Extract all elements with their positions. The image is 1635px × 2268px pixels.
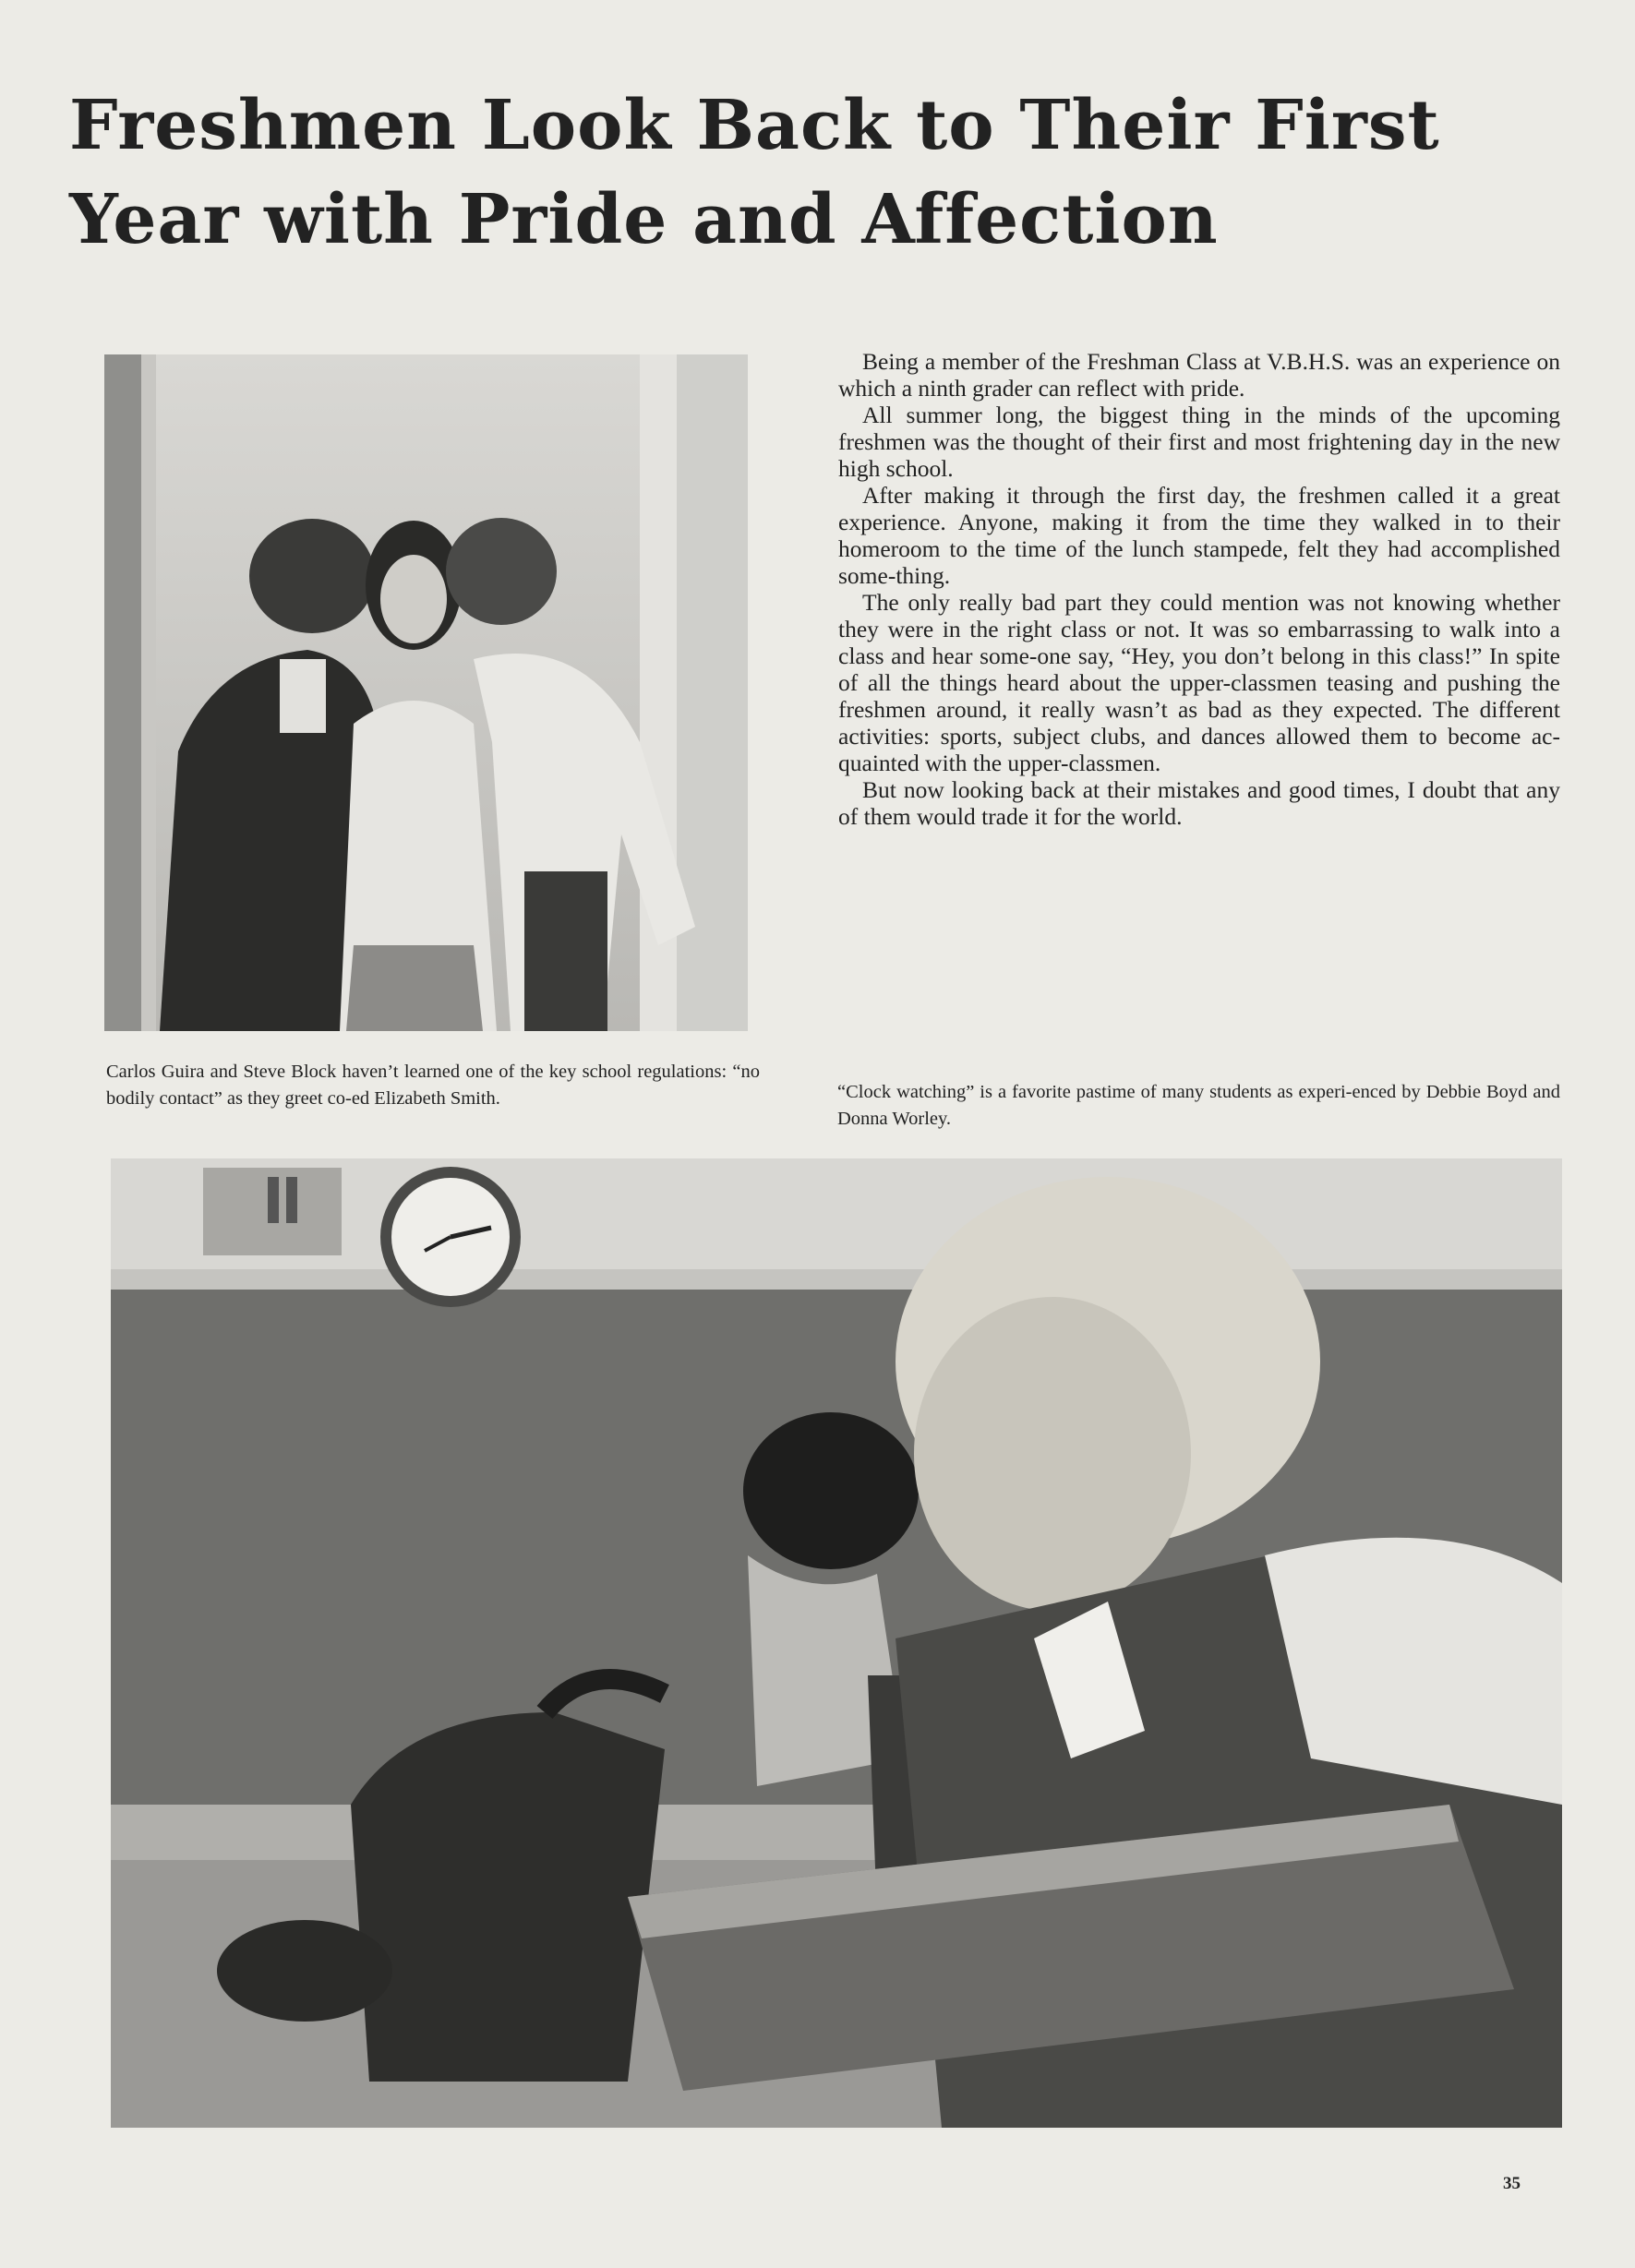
photo-clock-watching-image — [111, 1158, 1562, 2128]
photo-greeting — [104, 354, 748, 1031]
photo-greeting-image — [104, 354, 748, 1031]
page-title — [69, 78, 1620, 267]
article-paragraph: After making it through the first day, the freshmen called it a great experience. Anyone, making it from the time they walked in to their homeroom to the time of the lunch stampede, felt they had accomplished some-thing. — [838, 482, 1560, 589]
page-number: 35 — [1503, 2174, 1521, 2193]
article-paragraph: But now looking back at their mistakes and good times, I doubt that any of them would trade it for the world. — [838, 776, 1560, 830]
page-title-line-1: Freshmen Look Back to Their First — [69, 86, 1440, 165]
page-title-line-2: Year with Pride and Affection — [69, 180, 1219, 259]
photo-clock-watching — [111, 1158, 1562, 2128]
article-paragraph: All summer long, the biggest thing in the minds of the upcoming freshmen was the thought of their first and most frightening day in the new high school. — [838, 402, 1560, 482]
caption-greeting: Carlos Guira and Steve Block haven’t learned one of the key school regulations: “no bodily contact” as they greet co-ed Elizabeth Smith. — [106, 1062, 760, 1109]
article-paragraph: Being a member of the Freshman Class at V.B.H.S. was an experience on which a ninth grader can reflect with pride. — [838, 348, 1560, 402]
article-body — [838, 348, 1560, 830]
article-paragraph: The only really bad part they could mention was not knowing whether they were in the right class or not. It was so embarrassing to walk into a class and hear some-one say, “Hey, you don’t belong in this class!” In spite of all the things heard about the upper-classmen teasing and pushing the freshmen around, it really wasn’t as bad as they expected. The different activities: sports, subject clubs, and dances allowed them to become ac-quainted with the upper-classmen. — [838, 589, 1560, 776]
caption-clock-watching: “Clock watching” is a favorite pastime of many students as experi-enced by Debbie Boyd and Donna Worley. — [837, 1082, 1560, 1129]
